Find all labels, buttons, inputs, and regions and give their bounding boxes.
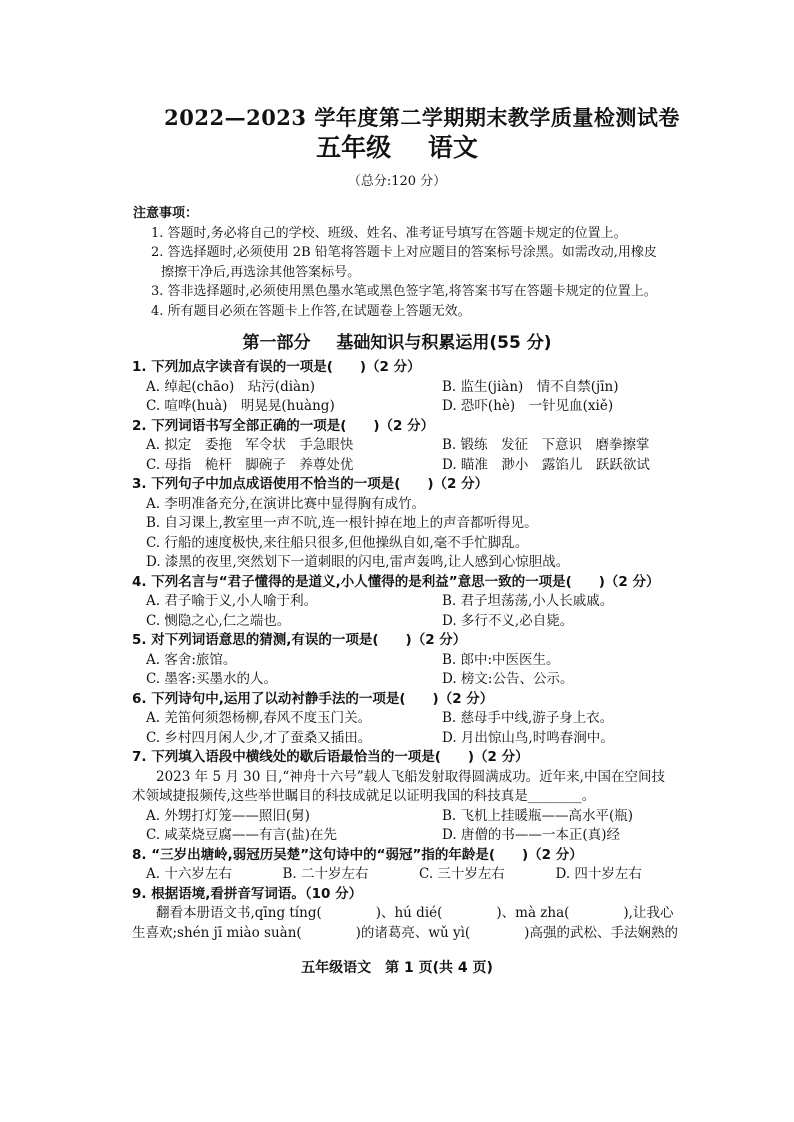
section-name: 基础知识与积累运用(55 分) <box>336 333 552 353</box>
exam-title: 2022—2023 学年度第二学期期末教学质量检测试卷 <box>164 105 680 130</box>
option-a: A. 十六岁左右 <box>146 866 232 882</box>
option-d: D. 唐僧的书——一本正(真)经 <box>442 827 620 843</box>
option-b: B. 飞机上挂暖瓶——高水平(瓶) <box>442 807 634 824</box>
option-b: B. 郎中:中医医生。 <box>442 651 560 668</box>
exam-subtitle <box>0 128 794 164</box>
option-row <box>132 378 692 398</box>
option-row <box>132 807 692 827</box>
option-row <box>132 612 692 632</box>
notes-heading: 注意事项： <box>133 206 199 221</box>
option-c: C. 咸菜烧豆腐——有言(盐)在先 <box>146 827 337 843</box>
question-stem: 9. 根据语境,看拼音写词语。（10 分） <box>132 885 363 902</box>
note-item: 3. 答非选择题时,必须使用黑色墨水笔或黑色签字笔,将答案书写在答题卡规定的位置上。 <box>151 284 657 299</box>
option-b: B. 监生(jiàn) 情不自禁(jīn) <box>442 378 619 395</box>
note-item: 1. 答题时,务必将自己的学校、班级、姓名、准考证号填写在答题卡规定的位置上。 <box>151 225 627 241</box>
section-heading <box>0 328 794 353</box>
question-stem: 2. 下列词语书写全部正确的一项是( )（2 分） <box>132 417 435 434</box>
option-c: C. 喧哗(huà) 明晃晃(huàng) <box>146 398 335 414</box>
question-stem: 6. 下列诗句中,运用了以动衬静手法的一项是( )（2 分） <box>132 690 494 707</box>
note-item-continued: 擦擦干净后,再选涂其他答案标号。 <box>161 264 361 280</box>
option-a: A. 李明准备充分,在演讲比赛中显得胸有成竹。 <box>146 495 426 512</box>
total-score: （总分:120 分） <box>347 174 447 189</box>
option-d: D. 恐吓(hè) 一针见血(xiě) <box>442 398 614 414</box>
option-row <box>132 865 692 885</box>
section-part: 第一部分 <box>242 333 311 353</box>
question-stem: 3. 下列句子中加点成语使用不恰当的一项是( )（2 分） <box>132 476 489 492</box>
option-c: C. 三十岁左右 <box>419 866 505 882</box>
option-row <box>132 651 692 671</box>
question-stem: 5. 对下列词语意思的猜测,有误的一项是( )（2 分） <box>132 632 467 648</box>
question-stem: 4. 下列名言与“君子懂得的是道义,小人懂得的是利益”意思一致的一项是( )（2 分） <box>132 573 660 590</box>
option-d: D. 月出惊山鸟,时鸣春涧中。 <box>442 729 614 746</box>
option-d: D. 漆黑的夜里,突然划下一道刺眼的闪电,雷声轰鸣,让人感到心惊胆战。 <box>146 554 570 570</box>
option-b: B. 君子坦荡荡,小人长戚戚。 <box>442 593 614 609</box>
option-row <box>132 670 692 690</box>
question-stem: 8. “三岁出塘岭,弱冠历吴楚”这句诗中的“弱冠”指的年龄是( )（2 分） <box>132 846 583 863</box>
option-c: C. 乡村四月闲人少,才了蚕桑又插田。 <box>146 729 372 746</box>
pinyin-line: 翻看本册语文书,qīng tíng( )、hú dié( )、mà zha( ),让我心 <box>156 905 674 921</box>
passage-line: 2023 年 5 月 30 日,“神舟十六号”载人飞船发射取得圆满成功。近年来,中国在空间技 <box>156 768 665 785</box>
option-b: B. 慈母手中线,游子身上衣。 <box>442 710 614 726</box>
option-b: B. 锻练 发征 下意识 磨拳擦掌 <box>442 437 650 453</box>
option-c: C. 行船的速度极快,来往船只很多,但他操纵自如,毫不手忙脚乱。 <box>146 534 529 551</box>
option-d: D. 榜文:公告、公示。 <box>442 671 574 687</box>
option-row <box>132 436 692 456</box>
passage-line: 术领域捷报频传,这些举世瞩目的科技成就足以证明我国的科技真是________。 <box>132 788 596 804</box>
question-stem: 1. 下列加点字读音有误的一项是( )（2 分） <box>132 359 421 375</box>
option-d: D. 多行不义,必自毙。 <box>442 612 574 629</box>
page-footer: 五年级语文 第 1 页(共 4 页) <box>301 960 493 976</box>
option-a: A. 君子喻于义,小人喻于利。 <box>146 593 318 609</box>
option-d: D. 瞄准 渺小 露馅儿 跃跃欲试 <box>442 456 650 473</box>
option-row <box>132 397 692 417</box>
option-b: B. 二十岁左右 <box>282 866 369 882</box>
notes-block <box>133 204 733 321</box>
option-row <box>132 592 692 612</box>
option-row <box>132 709 692 729</box>
option-b: B. 自习课上,教室里一声不吭,连一根针掉在地上的声音都听得见。 <box>146 515 538 531</box>
option-a: A. 拟定 委拖 军令状 手急眼快 <box>146 437 354 453</box>
option-c: C. 恻隐之心,仁之端也。 <box>146 612 291 629</box>
option-row <box>132 729 692 749</box>
option-a: A. 客舍:旅馆。 <box>146 651 237 668</box>
option-row <box>132 826 692 846</box>
option-a: A. 羌笛何须怨杨柳,春风不度玉门关。 <box>146 710 372 726</box>
option-d: D. 四十岁左右 <box>555 866 642 882</box>
option-c: C. 母指 桅杆 脚碗子 养尊处优 <box>146 456 354 473</box>
option-a: A. 绰起(chāo) 玷污(diàn) <box>146 378 316 395</box>
questions-area <box>132 358 692 943</box>
option-row <box>132 456 692 476</box>
option-c: C. 墨客:买墨水的人。 <box>146 671 277 687</box>
question-stem: 7. 下列填入语段中横线处的歇后语最恰当的一项是( )（2 分） <box>132 749 529 765</box>
note-item: 4. 所有题目必须在答题卡上作答,在试题卷上答题无效。 <box>151 303 471 319</box>
pinyin-line: 生喜欢;shén jī miào suàn( )的诸葛亮、wǔ yì( )高强的武松、手法娴熟的 <box>132 924 678 941</box>
grade-label: 五年级 <box>316 133 392 162</box>
note-item: 2. 答选择题时,必须使用 2B 铅笔将答题卡上对应题目的答案标号涂黑。如需改动,用橡皮 <box>151 245 657 260</box>
option-a: A. 外甥打灯笼——照旧(舅) <box>146 807 310 824</box>
subject-label: 语文 <box>427 133 478 162</box>
